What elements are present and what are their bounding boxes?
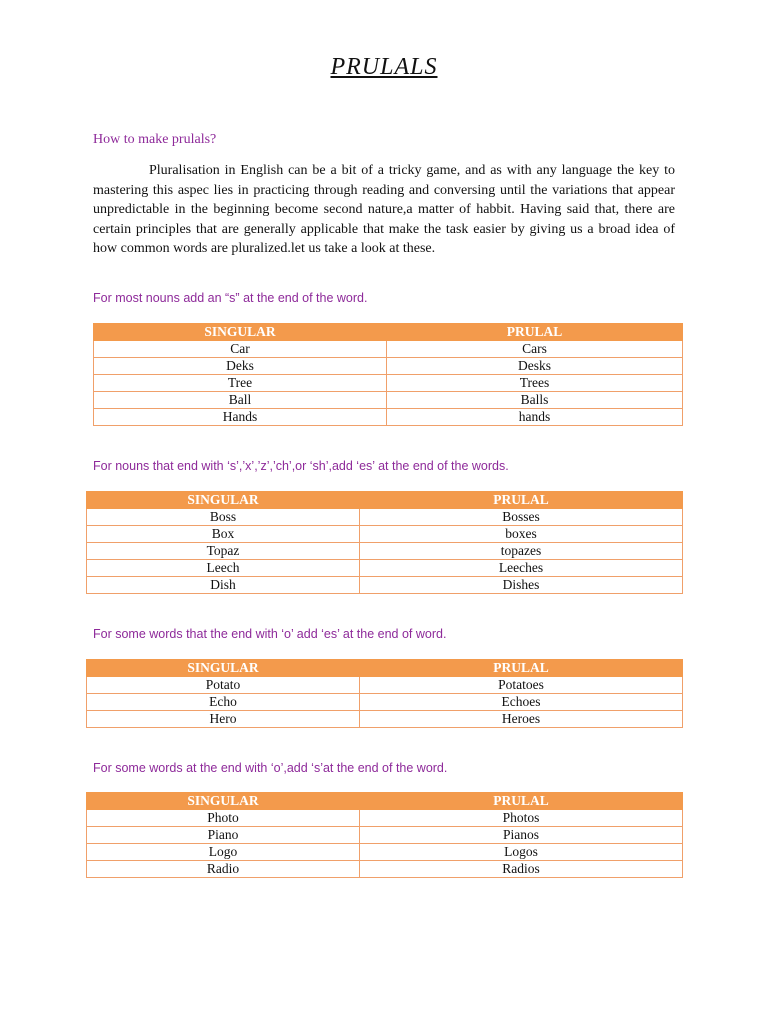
plural-table [86,491,683,594]
header-singular: SINGULAR [94,324,387,341]
table-header-row [87,492,683,509]
table-row [87,526,683,543]
table-row [87,861,683,878]
singular-cell: Leech [87,560,360,577]
page-title: PRULALS [330,54,438,80]
plural-cell: Leeches [360,560,683,577]
header-plural: PRULAL [387,324,683,341]
plural-cell: Balls [387,392,683,409]
plural-cell: Radios [360,861,683,878]
plural-cell: hands [387,409,683,426]
header-singular: SINGULAR [87,660,360,677]
singular-cell: Tree [94,375,387,392]
table-row [87,577,683,594]
plural-cell: Photos [360,810,683,827]
singular-cell: Photo [87,810,360,827]
singular-cell: Potato [87,677,360,694]
header-singular: SINGULAR [87,793,360,810]
table-header-row [87,660,683,677]
intro-paragraph [93,161,675,259]
plural-cell: Trees [387,375,683,392]
header-plural: PRULAL [360,660,683,677]
table-row [87,560,683,577]
table-row [87,810,683,827]
plural-cell: topazes [360,543,683,560]
plural-cell: Pianos [360,827,683,844]
header-plural: PRULAL [360,492,683,509]
rule-text: For some words that the end with ‘o’ add ‘es’ at the end of word. [93,627,447,641]
singular-cell: Logo [87,844,360,861]
plural-cell: Echoes [360,694,683,711]
rule-text: For some words at the end with ‘o’,add ‘s’at the end of the word. [93,761,448,775]
singular-cell: Ball [94,392,387,409]
plural-table [86,792,683,878]
plural-cell: Dishes [360,577,683,594]
plural-cell: Heroes [360,711,683,728]
header-singular: SINGULAR [87,492,360,509]
table-row [87,543,683,560]
plural-cell: Desks [387,358,683,375]
plural-cell: Cars [387,341,683,358]
plural-table [86,659,683,728]
table-header-row [87,793,683,810]
singular-cell: Deks [94,358,387,375]
header-plural: PRULAL [360,793,683,810]
plural-cell: Bosses [360,509,683,526]
rule-text: For nouns that end with ‘s’,’x’,’z’,’ch’,or ‘sh’,add ‘es’ at the end of the words. [93,459,509,473]
table-row [87,509,683,526]
table-header-row [94,324,683,341]
table-row [94,409,683,426]
plural-cell: Potatoes [360,677,683,694]
section-subheading: How to make prulals? [93,132,217,147]
singular-cell: Topaz [87,543,360,560]
singular-cell: Radio [87,861,360,878]
table-row [94,358,683,375]
table-row [87,711,683,728]
singular-cell: Echo [87,694,360,711]
plural-cell: Logos [360,844,683,861]
plural-cell: boxes [360,526,683,543]
table-row [94,341,683,358]
singular-cell: Hands [94,409,387,426]
table-row [94,375,683,392]
singular-cell: Car [94,341,387,358]
rule-text: For most nouns add an “s” at the end of the word. [93,291,368,305]
intro-text: Pluralisation in English can be a bit of a tricky game, and as with any language the key to mastering this aspec lies in practicing through reading and conversing until the variations that appear unpredictable in the beginning become second nature,a matter of habbit. Having said that, there are certain principles that are generally applicable that make the task easier by giving us a broad idea of how common words are pluralized.let us take a look at these. [93,163,675,257]
singular-cell: Piano [87,827,360,844]
singular-cell: Box [87,526,360,543]
table-row [87,677,683,694]
singular-cell: Dish [87,577,360,594]
table-row [94,392,683,409]
table-row [87,827,683,844]
table-row [87,844,683,861]
singular-cell: Boss [87,509,360,526]
table-row [87,694,683,711]
plural-table [93,323,683,426]
singular-cell: Hero [87,711,360,728]
